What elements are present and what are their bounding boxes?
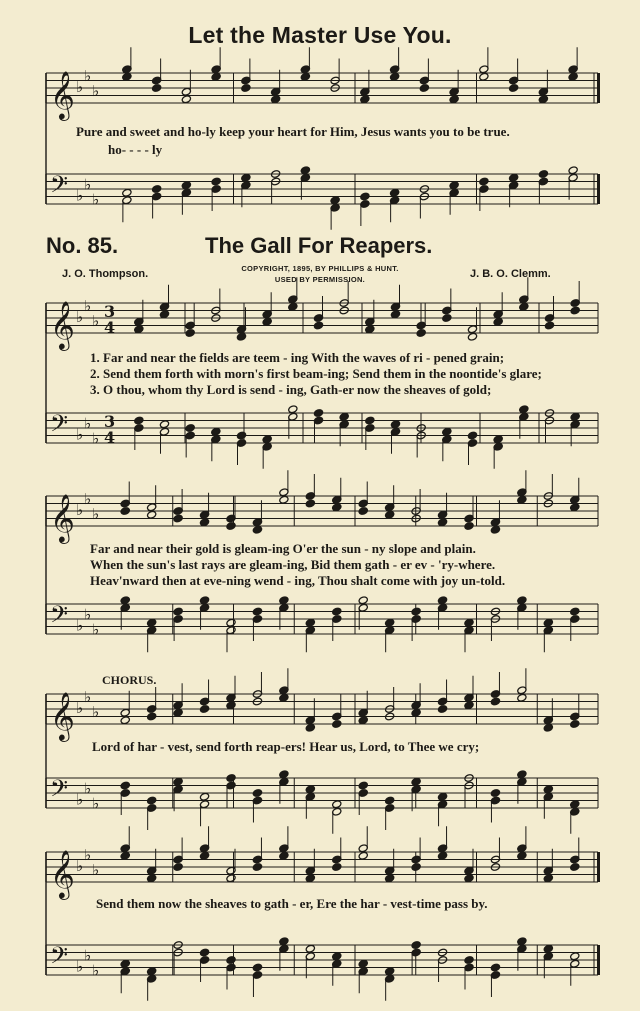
notehead [411,607,421,616]
flat-icon: ♭ [84,296,92,315]
notehead [181,95,191,104]
notehead [517,937,527,946]
notehead [173,708,183,717]
permission-line: USED BY PERMISSION. [274,275,366,284]
notehead [332,607,342,616]
notehead [199,596,209,605]
notehead [543,785,553,794]
notehead [241,173,251,182]
treble-clef-icon: 𝄞 [50,849,75,898]
notehead [241,84,251,93]
notehead [517,495,527,504]
notehead [120,507,130,516]
notehead [120,959,130,968]
notehead [300,166,310,175]
notehead [199,705,209,714]
flat-icon: ♭ [92,429,100,448]
notehead [570,412,580,421]
flat-icon: ♭ [84,687,92,706]
flat-icon: ♭ [76,425,84,444]
previous-hymn-lyric: Pure and sweet and ho-ly keep your heart for Him, Jesus wants you to be true. [76,124,510,139]
notehead [360,95,370,104]
notehead [199,948,209,957]
notehead [390,310,400,319]
notehead [330,196,340,205]
notehead [437,705,447,714]
bass-clef-icon: 𝄢 [50,941,69,975]
notehead [236,332,246,341]
notehead [464,874,474,883]
notehead [147,510,157,519]
notehead [305,723,315,732]
chorus-line-1: Lord of har - vest, send forth reap-ers! Hear us, Lord, to Thee we cry; [92,739,480,754]
notehead [279,770,289,779]
treble-clef-icon: 𝄞 [50,300,75,349]
final-barline [597,945,600,975]
notehead [313,321,323,330]
notehead [544,321,554,330]
notehead [517,851,527,860]
notehead [305,874,315,883]
notehead [517,770,527,779]
flat-icon: ♭ [76,186,84,205]
notehead [365,325,375,334]
notehead [173,777,183,786]
flat-icon: ♭ [84,489,92,508]
notehead [519,302,529,311]
notehead [211,427,221,436]
flat-icon: ♭ [92,620,100,639]
flat-icon: ♭ [76,699,84,717]
notehead [173,607,183,616]
flat-icon: ♭ [84,845,92,864]
notehead [236,431,246,440]
notehead [411,941,421,950]
notehead [570,952,580,961]
notehead [411,708,421,717]
notehead [390,72,400,81]
notehead [449,95,459,104]
notehead [226,874,236,883]
notehead [543,944,553,953]
flat-icon: ♭ [84,175,92,194]
notehead [543,723,553,732]
flat-icon: ♭ [84,66,92,85]
notehead [509,173,519,182]
notehead [358,851,368,860]
chorus-line-2: Send them now the sheaves to gath - er, Ere the har - vest-time pass by. [96,896,488,911]
flat-icon: ♭ [76,616,84,635]
notehead [385,967,395,976]
flat-icon: ♭ [84,414,92,433]
notehead [419,84,429,93]
time-signature-top: 3 [104,412,116,431]
notehead [442,427,452,436]
notehead [519,405,529,414]
notehead [449,181,459,190]
notehead [199,851,209,860]
flat-icon: ♭ [92,504,100,523]
notehead [464,701,474,710]
chorus-label: CHORUS. [102,673,157,687]
final-barline [597,174,600,204]
notehead [262,435,272,444]
flat-icon: ♭ [76,790,84,809]
notehead [411,777,421,786]
copyright-notice [220,263,420,285]
notehead [390,188,400,197]
flat-icon: ♭ [84,779,92,798]
notehead [570,306,580,315]
notehead [467,332,477,341]
notehead [538,170,548,179]
verse-1-line-2: Far and near their gold is gleam-ing O'er the sun - ny slope and plain. [90,541,476,556]
previous-hymn-title: Let the Master Use You. [188,22,452,48]
notehead [279,937,289,946]
notehead [159,420,169,429]
treble-clef-icon: 𝄞 [50,70,75,119]
notehead [570,720,580,729]
treble-clef-icon: 𝄞 [50,691,75,740]
notehead [226,701,236,710]
notehead [147,618,157,627]
notehead [122,72,132,81]
notehead [437,792,447,801]
notehead [159,310,169,319]
notehead [288,302,298,311]
notehead [199,518,209,527]
notehead [305,785,315,794]
notehead [252,525,262,534]
final-barline [597,852,600,882]
notehead [332,952,342,961]
notehead [570,863,580,872]
notehead [173,863,183,872]
notehead [332,800,342,809]
flat-icon: ♭ [76,857,84,875]
verse-1-line-1: 1. Far and near the fields are teem - ing With the waves of ri - pened grain; [90,350,505,365]
notehead [437,518,447,527]
time-signature-bottom: 4 [104,428,116,447]
flat-icon: ♭ [92,794,100,813]
bass-clef-icon: 𝄢 [50,774,69,808]
bass-clef-icon: 𝄢 [50,409,69,443]
notehead [490,789,500,798]
flat-icon: ♭ [92,311,100,330]
notehead [134,325,144,334]
notehead [211,177,221,186]
notehead [479,72,489,81]
flat-icon: ♭ [76,308,84,326]
copyright-line: COPYRIGHT, 1895, BY PHILLIPS & HUNT. [241,264,399,273]
notehead [538,95,548,104]
notehead [279,596,289,605]
notehead [279,495,289,504]
flat-icon: ♭ [84,946,92,965]
notehead [262,317,272,326]
verse-2-line-2: When the sun's last rays are gleam-ing, Bid them gath - er ev - 'ry-where. [90,557,496,572]
notehead [185,424,195,433]
flat-icon: ♭ [76,957,84,976]
notehead [358,716,368,725]
notehead [358,596,368,605]
notehead [147,874,157,883]
flat-icon: ♭ [92,190,100,209]
notehead [490,963,500,972]
notehead [416,329,426,338]
hymn-title: The Gall For Reapers. [205,233,433,258]
notehead [147,712,157,721]
notehead [365,416,375,425]
notehead [271,95,281,104]
notehead [199,792,209,801]
notehead [411,863,421,872]
notehead [360,192,370,201]
verse-3-line-2: Heav'nward then at eve-ning wend - ing, Thou shalt come with joy un-told. [90,573,506,588]
notehead [385,618,395,627]
notehead [358,959,368,968]
flat-icon: ♭ [76,501,84,519]
notehead [305,944,315,953]
bass-clef-icon: 𝄢 [50,600,69,634]
notehead [467,431,477,440]
notehead [437,851,447,860]
notehead [120,596,130,605]
time-signature-bottom: 4 [104,318,116,337]
notehead [226,618,236,627]
notehead [152,185,162,194]
notehead [464,618,474,627]
notehead [570,800,580,809]
final-barline [597,73,600,103]
notehead [339,412,349,421]
notehead [147,967,157,976]
notehead [226,956,236,965]
notehead [181,181,191,190]
verse-3-line-1: 3. O thou, whom thy Lord is send - ing, Gath-er now the sheaves of gold; [90,382,492,397]
flat-icon: ♭ [92,961,100,980]
notehead [173,514,183,523]
flat-icon: ♭ [92,860,100,879]
notehead [437,596,447,605]
notehead [570,607,580,616]
notehead [332,863,342,872]
notehead [300,72,310,81]
notehead [385,510,395,519]
flat-icon: ♭ [92,81,100,100]
notehead [152,84,162,93]
notehead [332,720,342,729]
flat-icon: ♭ [76,78,84,96]
notehead [279,693,289,702]
time-signature-top: 3 [104,302,116,321]
notehead [252,789,262,798]
composer-credit: J. B. O. Clemm. [470,268,551,280]
notehead [288,405,298,414]
previous-hymn-lyric-sub: ho- - - - ly [108,142,163,157]
notehead [120,781,130,790]
flat-icon: ♭ [84,605,92,624]
notehead [211,72,221,81]
notehead [120,716,130,725]
notehead [147,796,157,805]
notehead [134,416,144,425]
notehead [332,503,342,512]
lyricist-credit: J. O. Thompson. [62,268,149,280]
notehead [252,863,262,872]
notehead [464,956,474,965]
notehead [479,177,489,186]
notehead [305,618,315,627]
notehead [493,435,503,444]
notehead [390,420,400,429]
notehead [442,314,452,323]
notehead [279,851,289,860]
notehead [252,607,262,616]
notehead [543,874,553,883]
notehead [305,499,315,508]
notehead [570,503,580,512]
notehead [252,963,262,972]
notehead [385,796,395,805]
notehead [120,851,130,860]
notehead [226,522,236,531]
notehead [490,525,500,534]
notehead [517,693,527,702]
notehead [568,166,578,175]
flat-icon: ♭ [92,702,100,721]
notehead [464,522,474,531]
bass-clef-icon: 𝄢 [50,170,69,204]
notehead [490,697,500,706]
notehead [358,781,368,790]
notehead [122,188,132,197]
verse-2-line-1: 2. Send them forth with morn's first beam-ing; Send them in the noontide's glare; [90,366,542,381]
notehead [509,84,519,93]
hymn-number: No. 85. [46,233,119,258]
notehead [358,507,368,516]
notehead [226,774,236,783]
notehead [493,317,503,326]
notehead [517,596,527,605]
notehead [568,72,578,81]
notehead [543,618,553,627]
notehead [385,874,395,883]
notehead [185,329,195,338]
notehead [313,409,323,418]
treble-clef-icon: 𝄞 [50,493,75,542]
